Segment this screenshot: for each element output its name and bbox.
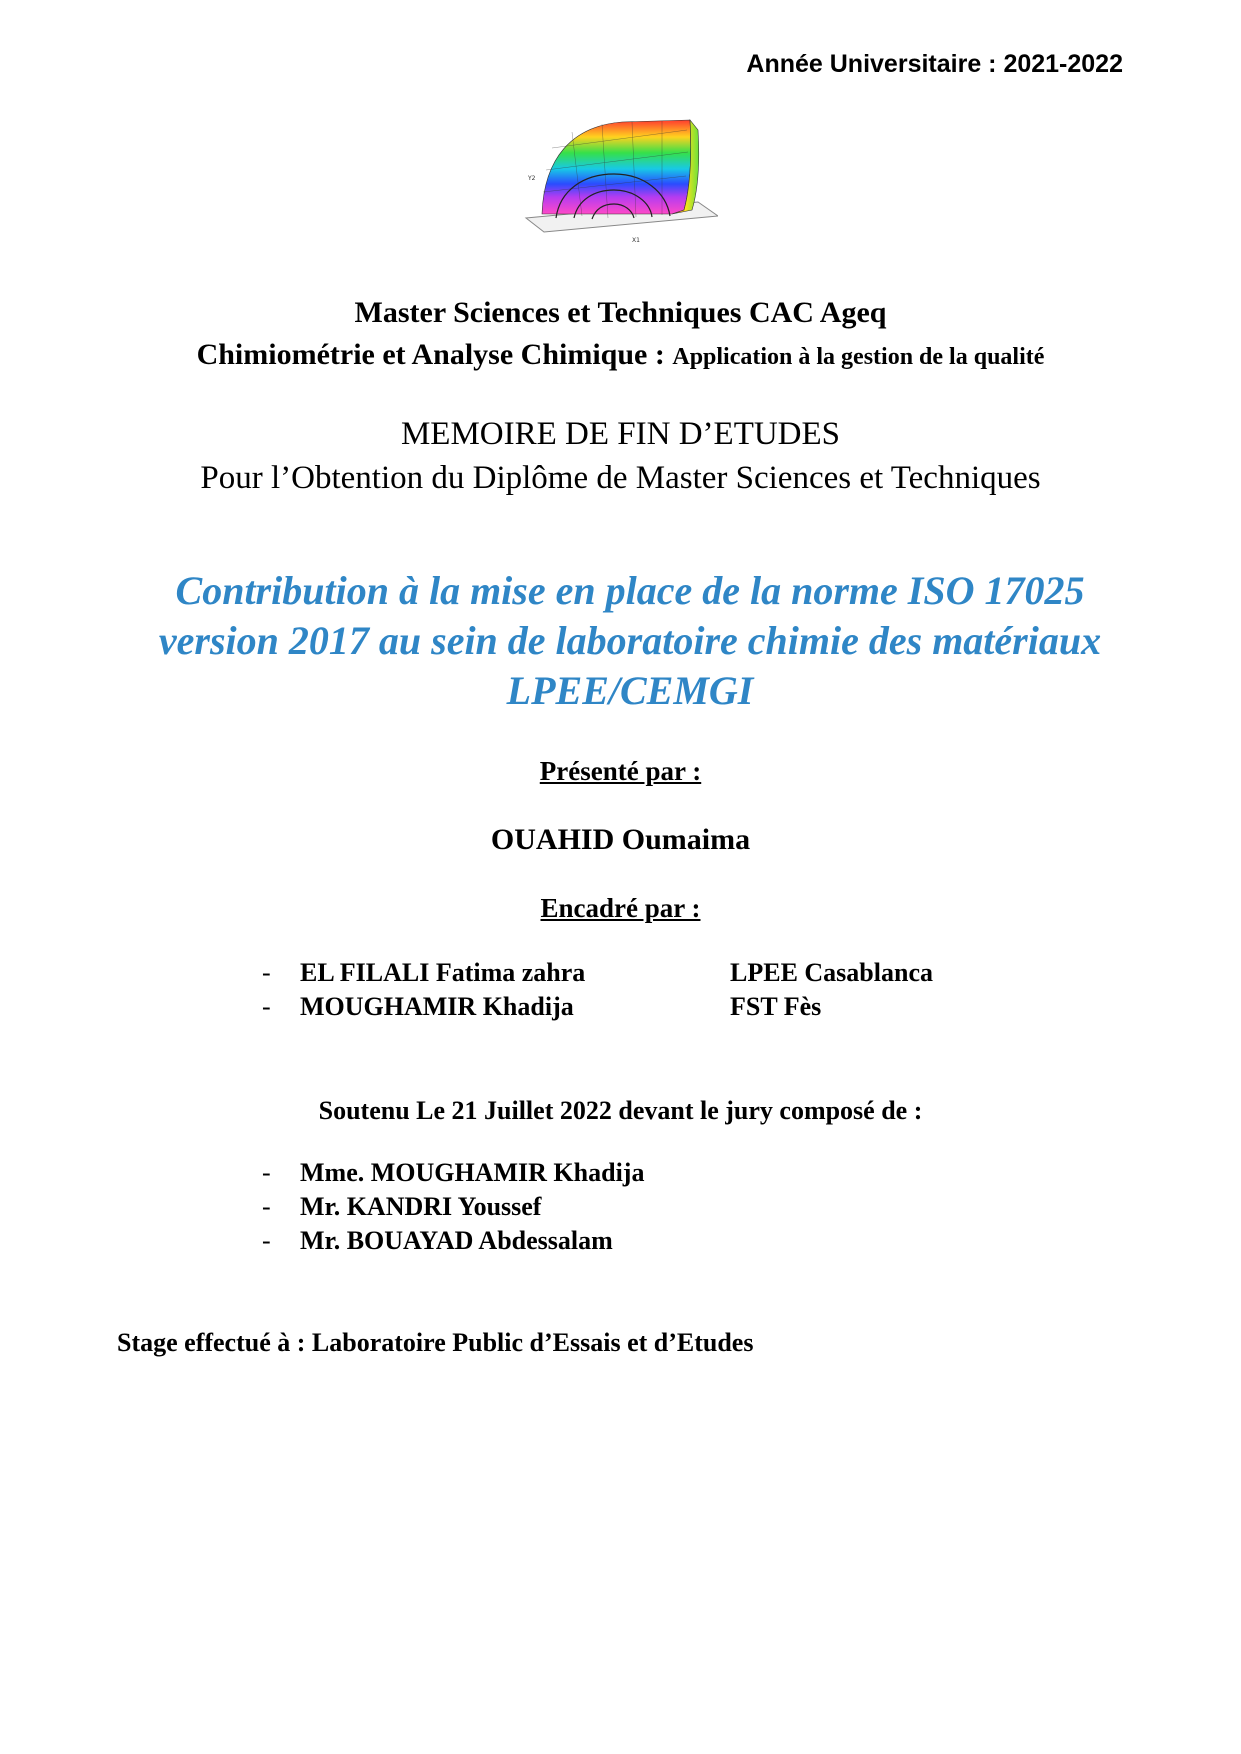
- supervisors-list: [262, 958, 1062, 1038]
- academic-year: Année Universitaire : 2021-2022: [746, 50, 1123, 78]
- list-dash: -: [262, 1158, 271, 1187]
- defense-statement: Soutenu Le 21 Juillet 2022 devant le jury composé de :: [318, 1096, 923, 1125]
- list-dash: -: [262, 958, 271, 987]
- svg-text:X1: X1: [632, 237, 640, 244]
- supervisor-name: MOUGHAMIR Khadija: [300, 992, 574, 1021]
- presented-by-section: [0, 756, 1241, 787]
- response-surface-logo-icon: [522, 118, 718, 266]
- jury-member-name: Mr. KANDRI Youssef: [300, 1192, 542, 1221]
- list-dash: -: [262, 1226, 271, 1255]
- internship-location: Stage effectué à : Laboratoire Public d’Essais et d’Etudes: [117, 1328, 754, 1357]
- supervisor-affiliation: LPEE Casablanca: [730, 958, 933, 987]
- presented-by-label: Présenté par :: [539, 756, 702, 786]
- supervisor-affiliation: FST Fès: [730, 992, 822, 1021]
- thesis-title-line: Contribution à la mise en place de la norme ISO 17025: [175, 568, 1085, 613]
- document-type: MEMOIRE DE FIN D’ETUDES: [400, 416, 841, 452]
- jury-list: [262, 1158, 1062, 1268]
- jury-member-name: Mr. BOUAYAD Abdessalam: [300, 1226, 613, 1255]
- document-purpose: Pour l’Obtention du Diplôme de Master Sciences et Techniques: [200, 460, 1041, 496]
- supervisor-name: EL FILALI Fatima zahra: [300, 958, 586, 987]
- supervised-by-label: Encadré par :: [540, 893, 701, 923]
- student-name: OUAHID Oumaima: [490, 823, 751, 856]
- speciality-sub: Application à la gestion de la qualité: [672, 344, 1045, 370]
- svg-text:Y2: Y2: [528, 175, 536, 182]
- list-dash: -: [262, 992, 271, 1021]
- thesis-title: [140, 566, 1120, 716]
- supervised-by-section: [0, 893, 1241, 924]
- speciality-main: Chimiométrie et Analyse Chimique :: [196, 338, 665, 371]
- master-program: Master Sciences et Techniques CAC Ageq: [354, 296, 887, 329]
- speciality-line: [0, 338, 1241, 372]
- thesis-title-line: version 2017 au sein de laboratoire chimie des matériaux: [158, 618, 1102, 663]
- jury-member-name: Mme. MOUGHAMIR Khadija: [300, 1158, 645, 1187]
- thesis-title-line: LPEE/CEMGI: [506, 668, 754, 713]
- list-dash: -: [262, 1192, 271, 1221]
